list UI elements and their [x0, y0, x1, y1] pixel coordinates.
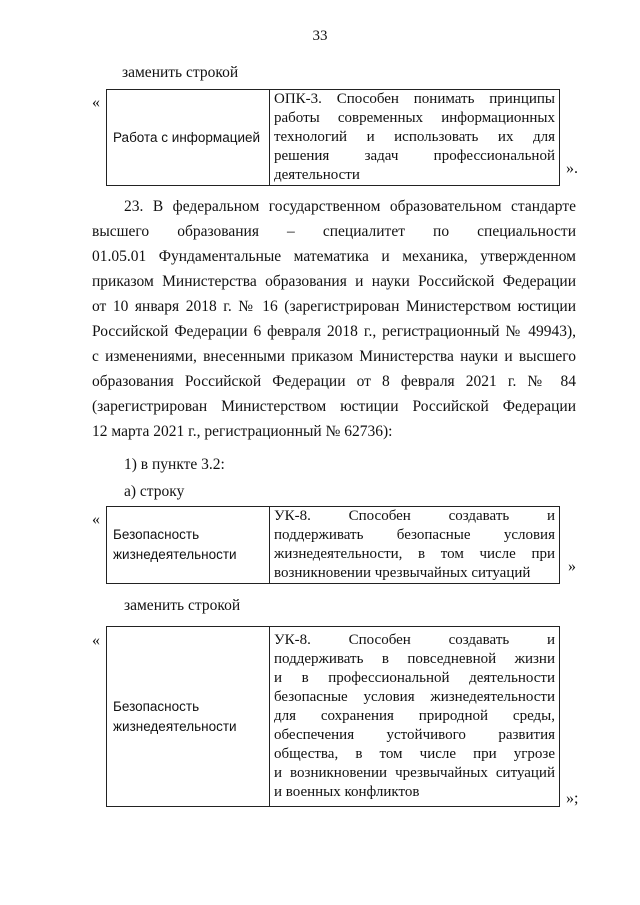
- table2-left-line: жизнедеятельности: [113, 547, 237, 562]
- paragraph-line: с изменениями, внесенными приказом Министерства науки и высшего: [92, 348, 576, 365]
- table3-line: поддерживать в повседневной жизни: [274, 651, 555, 667]
- open-quote: «: [92, 94, 100, 111]
- table3-left-line: жизнедеятельности: [113, 718, 237, 734]
- paragraph-line: 23. В федеральном государственном образовательном стандарте: [124, 198, 576, 215]
- paragraph-line: от 10 января 2018 г. № 16 (зарегистрирован Министерством юстиции: [92, 298, 576, 315]
- table2-left-line: Безопасность: [113, 527, 200, 542]
- table3-line: и в профессиональной деятельности: [274, 670, 555, 686]
- table1-line: деятельности: [274, 167, 360, 183]
- table2-line: поддерживать безопасные условия: [274, 527, 555, 543]
- table1-line: ОПК-3. Способен понимать принципы: [274, 91, 555, 107]
- table3-competence: [270, 627, 560, 807]
- table1-line: работы современных информационных: [274, 110, 555, 126]
- table3-line: для сохранения природной среды,: [274, 708, 555, 724]
- table3-left-line: Безопасность: [113, 698, 200, 714]
- table3-line: УК-8. Способен создавать и: [274, 632, 555, 648]
- table2-line: возникновении чрезвычайных ситуаций: [274, 565, 531, 581]
- close-quote: ».: [566, 160, 578, 177]
- item-1: 1) в пункте 3.2:: [124, 456, 225, 473]
- table2-line: УК-8. Способен создавать и: [274, 508, 555, 524]
- competence-table-1: [106, 89, 560, 186]
- table2-competence: [270, 507, 560, 584]
- table2-discipline: [107, 507, 270, 584]
- table3-discipline: [107, 627, 270, 807]
- paragraph-line: 01.05.01 Фундаментальные математика и механика, утвержденном: [92, 248, 576, 265]
- open-quote: «: [92, 632, 100, 649]
- replace-with-heading: заменить строкой: [122, 64, 239, 81]
- item-a: а) строку: [124, 483, 185, 500]
- paragraph-line: 12 марта 2021 г., регистрационный № 62736):: [92, 423, 393, 440]
- table1-discipline: Работа с информацией: [107, 90, 270, 186]
- table1-line: решения задач профессиональной: [274, 148, 555, 164]
- table3-line: обеспечения устойчивого развития: [274, 727, 555, 743]
- table3-line: и возникновении чрезвычайных ситуаций: [274, 765, 555, 781]
- close-quote: »: [568, 558, 576, 575]
- competence-table-2: [106, 506, 560, 584]
- table3-line: общества, в том числе при угрозе: [274, 746, 555, 762]
- table2-line: жизнедеятельности, в том числе при: [274, 546, 555, 562]
- paragraph-line: Российской Федерации 6 февраля 2018 г., регистрационный № 49943),: [92, 323, 576, 340]
- table1-line: технологий и использовать их для: [274, 129, 555, 145]
- paragraph-line: образования Российской Федерации от 8 февраля 2021 г. № 84: [92, 373, 576, 390]
- paragraph-line: высшего образования – специалитет по специальности: [92, 223, 576, 240]
- table3-line: безопасные условия жизнедеятельности: [274, 689, 555, 705]
- page-number: 33: [312, 28, 328, 44]
- open-quote: «: [92, 511, 100, 528]
- close-quote: »;: [566, 790, 579, 807]
- table1-competence: [270, 90, 560, 186]
- competence-table-3: [106, 626, 560, 807]
- table3-line: и военных конфликтов: [274, 784, 420, 800]
- paragraph-line: (зарегистрирован Министерством юстиции Российской Федерации: [92, 398, 576, 415]
- paragraph-line: приказом Министерства образования и науки Российской Федерации: [92, 273, 576, 290]
- replace-with-heading: заменить строкой: [124, 597, 241, 614]
